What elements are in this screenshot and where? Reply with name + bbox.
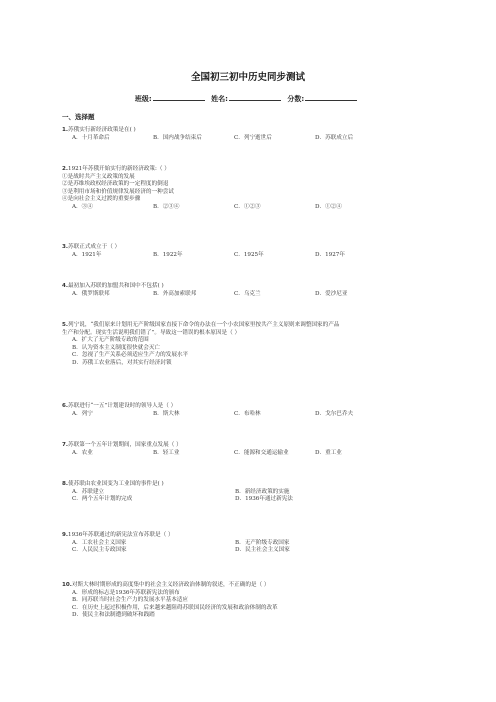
option-c: C．人民民主专政国家 — [72, 547, 127, 554]
option-b: B．1922年 — [153, 251, 183, 258]
question-10: 10.对斯大林时期形成的高度集中的社会主义经济政治体制的叙述，不正确的是（ ） A．形成的标志是1936年苏联新宪法的颁布 B．同苏联当时社会生产力的发展水平基本适应 C．在历史上起过积极作用，后来越来越阻碍苏联国民经济的发展和政治体制的改革 D．使民主和法制遭到破坏和践踏 — [62, 582, 442, 620]
option-d: D．①②④ — [315, 203, 342, 210]
option-c: C．在历史上起过积极作用，后来越来越阻碍苏联国民经济的发展和政治体制的改革 — [72, 604, 278, 611]
class-label: 班级: — [134, 95, 152, 103]
statement-item: ③是利用市场和价值规律发展经济的一种尝试 — [62, 188, 174, 195]
section-heading: 一、选择题 — [62, 113, 95, 121]
question-4: 4.最初加入苏联的加盟共和国中不包括( ) A．俄罗斯联邦 B．外高加索联邦 C．乌克兰 D．爱沙尼亚 — [62, 283, 442, 298]
option-b: B．国内战争结束后 — [153, 134, 202, 141]
option-d: D．1927年 — [315, 251, 345, 258]
question-stem: 使苏联由农业国变为工业国的事件是( ) — [68, 481, 164, 487]
question-stem: 1936年苏联通过的新宪法宣布苏联是（ ） — [68, 532, 174, 538]
question-1: 1.苏俄实行新经济政策是在( ) A．十月革命后 B．国内战争结束后 C．列宁逝世后 D．苏联成立后 — [62, 127, 442, 142]
option-d: D．1936年通过新宪法 — [235, 496, 293, 503]
option-b: B．新经济政策的实施 — [235, 488, 290, 495]
option-c: C．忽视了生产关系必须适应生产力的发展水平 — [72, 352, 189, 359]
question-5: 5.列宁说，“我们原来计划用无产阶级国家直接下命令的办法在一个小农国家里按共产主义原则来调整国家的产品 生产和分配。现实生活说明我们错了”。导致这一错误的根本原因是（ ） A．扩大了无产阶级专政的范围 B．认为资本主义制度很快就会灭亡 C．忽视了生产关系必须适应生产力的发展水平 D．苏俄工农业落后，对其实行经济封锁 — [62, 322, 442, 368]
option-c: C．1925年 — [234, 251, 264, 258]
option-a: A．扩大了无产阶级专政的范围 — [72, 337, 149, 344]
question-stem: 苏俄实行新经济政策是在( ) — [68, 127, 136, 133]
option-d: D．民主社会主义国家 — [235, 547, 290, 554]
question-stem: 苏联正式成立于（ ） — [68, 244, 121, 250]
question-2: 2.1921年苏俄开始实行的新经济政策:（ ） ①是战时共产主义政策的发展 ②是苏维埃政权经济政策的一定程度的倒退 ③是利用市场和价值规律发展经济的一种尝试 ④是向社会主义过渡的重要步骤 A．③④ B．②③④ C．①②③ D．①②④ — [62, 166, 442, 212]
option-b: B．斯大林 — [153, 410, 180, 417]
option-d: D．重工业 — [315, 449, 342, 456]
question-stem: 苏联进行“一五”计划建设时的领导人是（ ） — [68, 403, 177, 409]
option-a: A．俄罗斯联邦 — [72, 290, 110, 297]
option-d: D．苏联成立后 — [315, 134, 354, 141]
option-b: B．认为资本主义制度很快就会灭亡 — [72, 344, 161, 351]
option-b: B．无产阶级专政国家 — [235, 539, 290, 546]
option-c: C．乌克兰 — [234, 290, 261, 297]
score-blank — [305, 93, 357, 101]
question-7: 7.苏联第一个五年计划期间，国家重点发展（ ） A．农业 B．轻工业 C．能源和交通运输业 D．重工业 — [62, 442, 442, 457]
option-a: A．③④ — [72, 203, 93, 210]
question-stem: 最初加入苏联的加盟共和国中不包括( ) — [68, 283, 164, 289]
option-b: B．外高加索联邦 — [153, 290, 197, 297]
statement-item: ①是战时共产主义政策的发展 — [62, 173, 135, 180]
option-d: D．苏俄工农业落后，对其实行经济封锁 — [72, 359, 172, 366]
question-8: 8.使苏联由农业国变为工业国的事件是( ) A．苏联建立 B．新经济政策的实施 C．两个五年计划的完成 D．1936年通过新宪法 — [62, 481, 442, 504]
option-a: A．苏联建立 — [72, 488, 105, 495]
option-a: A．形成的标志是1936年苏联新宪法的颁布 — [72, 589, 180, 596]
question-stem: 列宁说，“我们原来计划用无产阶级国家直接下命令的办法在一个小农国家里按共产主义原则来调整国家的产品 — [68, 322, 340, 328]
option-a: A．1921年 — [72, 251, 102, 258]
option-a: A．农业 — [72, 449, 93, 456]
option-c: C．①②③ — [234, 203, 261, 210]
option-d: D．使民主和法制遭到破坏和践踏 — [72, 612, 155, 619]
question-stem: 对斯大林时期形成的高度集中的社会主义经济政治体制的叙述，不正确的是（ ） — [71, 582, 270, 588]
question-9: 9.1936年苏联通过的新宪法宣布苏联是（ ） A．工农社会主义国家 B．无产阶级专政国家 C．人民民主专政国家 D．民主社会主义国家 — [62, 532, 442, 555]
option-c: C．列宁逝世后 — [234, 134, 272, 141]
question-stem-continued: 生产和分配。现实生活说明我们错了”。导致这一错误的根本原因是（ ） — [62, 329, 241, 336]
page-title: 全国初三初中历史同步测试 — [190, 72, 305, 83]
statement-item: ②是苏维埃政权经济政策的一定程度的倒退 — [62, 181, 169, 188]
option-c: C．两个五年计划的完成 — [72, 496, 133, 503]
option-b: B．②③④ — [153, 203, 180, 210]
option-d: D．戈尔巴乔夫 — [315, 410, 354, 417]
option-c: C．能源和交通运输业 — [234, 449, 289, 456]
score-label: 分数: — [287, 95, 305, 103]
option-b: B．同苏联当时社会生产力的发展水平基本适应 — [72, 597, 188, 604]
option-b: B．轻工业 — [153, 449, 180, 456]
option-a: A．工农社会主义国家 — [72, 539, 127, 546]
option-c: C．布哈林 — [234, 410, 261, 417]
statement-item: ④是向社会主义过渡的重要步骤 — [62, 196, 141, 203]
name-label: 姓名: — [211, 95, 228, 103]
option-d: D．爱沙尼亚 — [315, 290, 348, 297]
question-stem: 苏联第一个五年计划期间，国家重点发展（ ） — [68, 442, 182, 448]
class-blank — [153, 93, 205, 101]
question-6: 6.苏联进行“一五”计划建设时的领导人是（ ） A．列宁 B．斯大林 C．布哈林 D．戈尔巴乔夫 — [62, 403, 442, 418]
question-3: 3.苏联正式成立于（ ） A．1921年 B．1922年 C．1925年 D．1927年 — [62, 244, 442, 259]
question-stem: 1921年苏俄开始实行的新经济政策:（ ） — [68, 166, 170, 172]
option-a: A．列宁 — [72, 410, 93, 417]
option-a: A．十月革命后 — [72, 134, 110, 141]
student-info-line — [0, 93, 496, 104]
name-blank — [229, 93, 281, 101]
